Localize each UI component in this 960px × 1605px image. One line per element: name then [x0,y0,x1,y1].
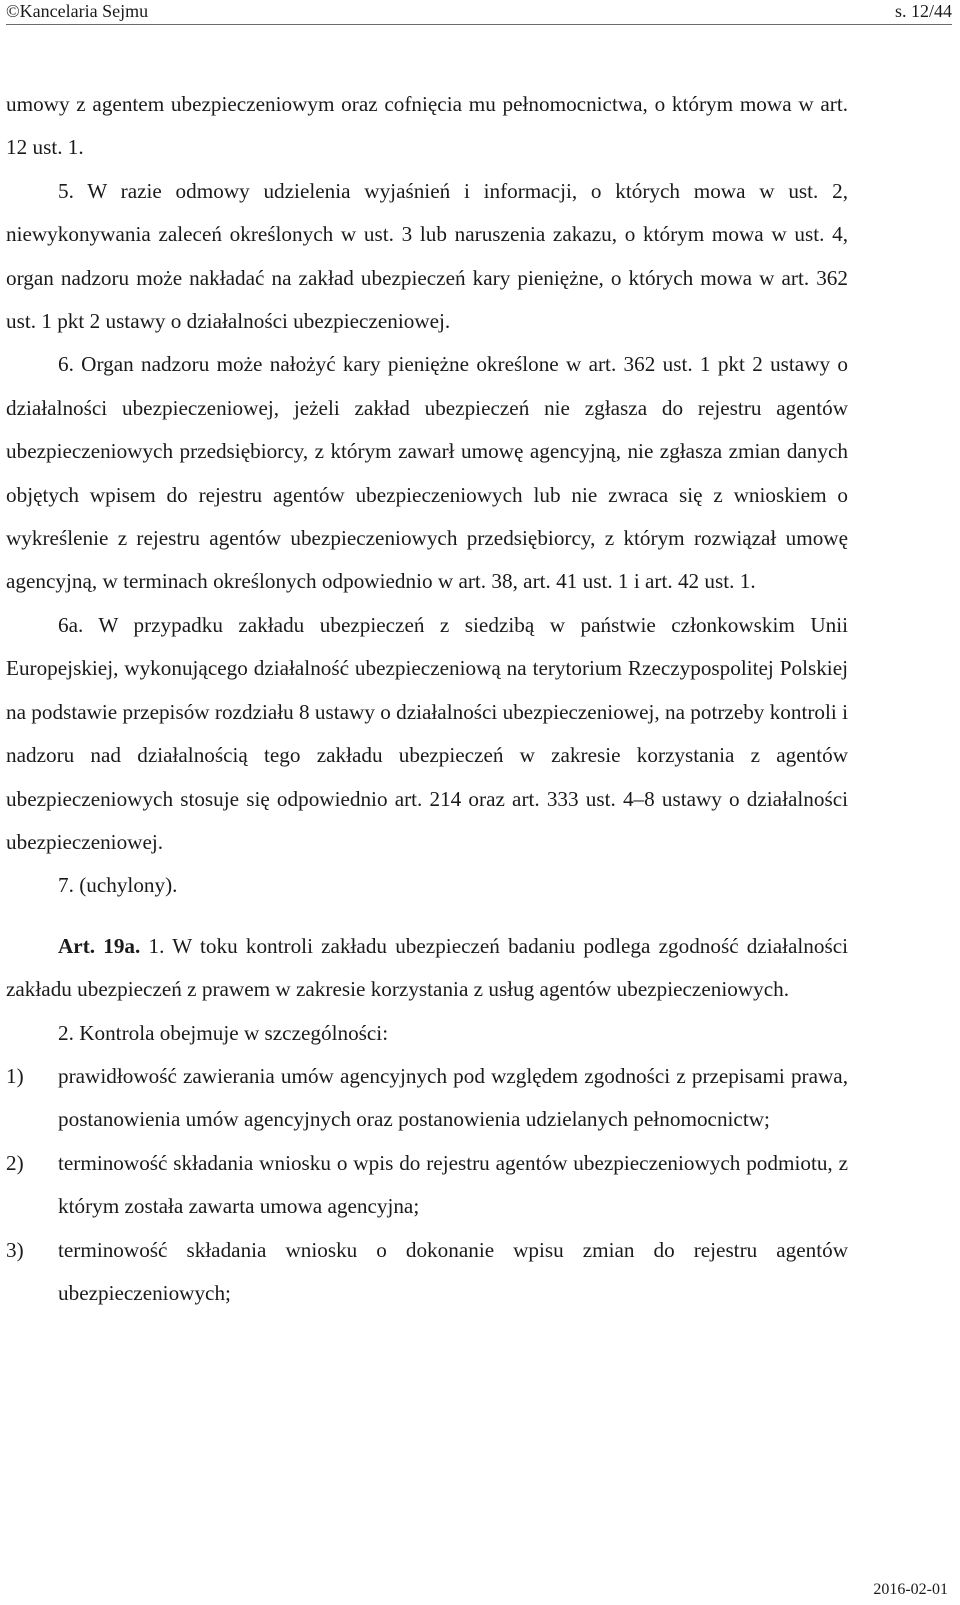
article-label: Art. 19a. [58,933,141,958]
document-body [6,83,848,1315]
list-item [6,1229,848,1316]
paragraph-continuation: umowy z agentem ubezpieczeniowym oraz cofnięcia mu pełnomocnictwa, o którym mowa w art. 12 ust. 1. [6,92,848,160]
document-date: 2016-02-01 [873,1581,948,1598]
page-number: s. 12/44 [894,1,952,21]
paragraph-5: 5. W razie odmowy udzielenia wyjaśnień i informacji, o których mowa w ust. 2, niewykonywania zaleceń określonych w ust. 3 lub naruszenia zakazu, o którym mowa w ust. 4, organ nadzoru może nakładać na zakład ubezpieczeń kary pieniężne, o których mowa w art. 362 ust. 1 pkt 2 ustawy o działalności ubezpieczeniowej. [6,178,848,334]
article-19a-text: 1. W toku kontroli zakładu ubezpieczeń badaniu podlega zgodność działalności zakładu ubezpieczeń z prawem w zakresie korzystania z usług agentów ubezpieczeniowych. [6,933,848,1002]
list-item-number: 1) [6,1063,24,1088]
list-item [6,1142,848,1229]
list-item-text: terminowość składania wniosku o dokonanie wpisu zmian do rejestru agentów ubezpieczeniowych; [58,1237,848,1305]
article-19a [6,925,848,1012]
list-item-number: 3) [6,1237,24,1262]
paragraph-6: 6. Organ nadzoru może nałożyć kary pieniężne określone w art. 362 ust. 1 pkt 2 ustawy o działalności ubezpieczeniowej, jeżeli zakład ubezpieczeń nie zgłasza do rejestru agentów ubezpieczeniowych przedsiębiorcy, z którym zawarł umowę agencyjną, nie zgłasza zmian danych objętych wpisem do rejestru agentów ubezpieczeniowych lub nie zwraca się z wnioskiem o wykreślenie z rejestru agentów ubezpieczeniowych przedsiębiorcy, z którym rozwiązał umowę agencyjną, w terminach określonych odpowiednio w art. 38, art. 41 ust. 1 i art. 42 ust. 1. [6,352,848,594]
list-item-text: prawidłowość zawierania umów agencyjnych pod względem zgodności z przepisami prawa, postanowienia umów agencyjnych oraz postanowienia udzielanych pełnomocnictw; [58,1063,848,1132]
list-item [6,1055,848,1142]
paragraph-2: 2. Kontrola obejmuje w szczególności: [58,1020,389,1045]
list-item-text: terminowość składania wniosku o wpis do rejestru agentów ubezpieczeniowych podmiotu, z którym została zawarta umowa agencyjna; [58,1150,848,1219]
copyright-label: ©Kancelaria Sejmu [6,1,149,21]
paragraph-6a: 6a. W przypadku zakładu ubezpieczeń z siedzibą w państwie członkowskim Unii Europejskiej, wykonującego działalność ubezpieczeniową na terytorium Rzeczypospolitej Polskiej na podstawie przepisów rozdziału 8 ustawy o działalności ubezpieczeniowej, na potrzeby kontroli i nadzoru nad działalnością tego zakładu ubezpieczeń w zakresie korzystania z agentów ubezpieczeniowych stosuje się odpowiednio art. 214 oraz art. 333 ust. 4–8 ustawy o działalności ubezpieczeniowej. [6,612,848,854]
paragraph-7: 7. (uchylony). [58,873,178,898]
page-header [6,0,952,25]
list-item-number: 2) [6,1150,24,1175]
